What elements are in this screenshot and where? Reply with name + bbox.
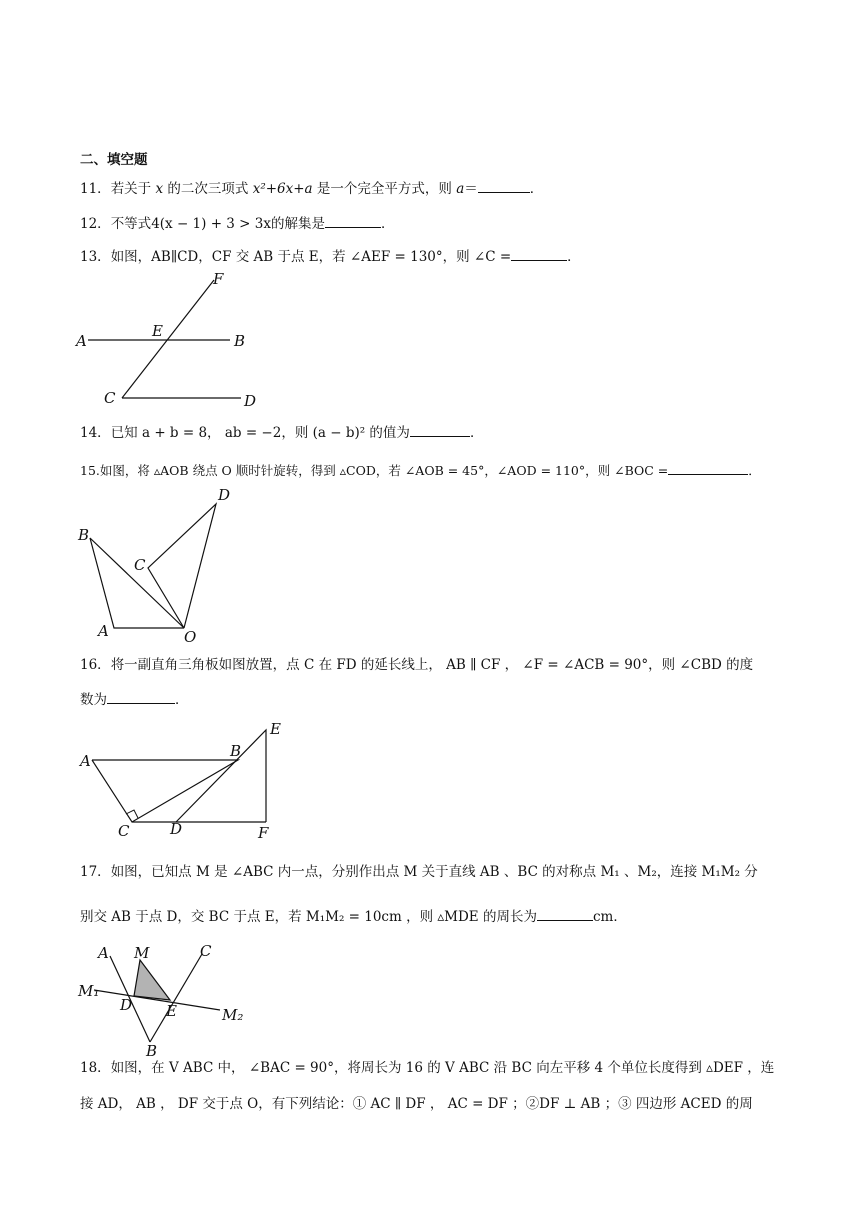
label-E: E [152, 322, 163, 340]
question-number: 17． [80, 864, 111, 880]
figure-q17 [76, 938, 256, 1058]
answer-blank[interactable] [410, 422, 470, 437]
question-18-line-2 [80, 1094, 753, 1114]
label-D: D [170, 820, 183, 838]
label-F: F [258, 824, 269, 842]
question-text: 如图，在 V ABC 中， ∠BAC = 90°，将周长为 16 的 V ABC 沿 BC 向左平移 4 个单位长度得到 ▵DEF ，连 [110, 1060, 775, 1076]
question-17-line-2 [80, 906, 627, 927]
question-18-line-1 [80, 1058, 774, 1078]
label-A: A [80, 752, 91, 770]
question-text: 如图，已知点 M 是 ∠ABC 内一点，分别作出点 M 关于直线 AB 、BC 的对称点 M₁ 、M₂，连接 M₁M₂ 分 [110, 864, 758, 880]
question-text: 别交 AB 于点 D，交 BC 于点 E，若 M₁M₂ = 10cm ，则 ▵MDE 的周长为 [80, 909, 537, 925]
question-11 [80, 178, 543, 199]
question-number: 18． [80, 1060, 111, 1076]
question-text: 接 AD， AB ， DF 交于点 O，有下列结论：① AC ∥ DF ， AC = DF ；②DF ⊥ AB ；③ 四边形 ACED 的周 [80, 1096, 753, 1112]
punctuation: ． [613, 909, 627, 925]
math-symbol: ＝ [464, 181, 478, 197]
math-expression: x²+6x+a [252, 181, 313, 197]
answer-blank[interactable] [668, 460, 748, 475]
label-F: F [213, 270, 224, 288]
answer-blank[interactable] [511, 246, 567, 261]
label-E: E [166, 1002, 177, 1020]
label-B: B [230, 742, 242, 760]
math-var: x [155, 181, 164, 197]
section-title: 二、填空题 [80, 152, 148, 168]
label-E: E [270, 720, 281, 738]
label-C: C [134, 556, 146, 574]
answer-blank[interactable] [537, 906, 593, 921]
label-B: B [78, 526, 90, 544]
punctuation: ． [748, 463, 761, 478]
answer-blank[interactable] [478, 178, 530, 193]
label-D: D [218, 486, 231, 504]
question-text: 已知 a + b = 8， ab = −2，则 (a − b)² 的值为 [110, 425, 410, 441]
label-A: A [98, 944, 109, 962]
question-12 [80, 213, 395, 234]
question-number: 12． [80, 216, 111, 232]
question-text: 不等式 [110, 216, 152, 232]
label-M1: M₁ [78, 982, 100, 1000]
punctuation: ． [567, 249, 581, 265]
question-text: 如图，将 ▵AOB 绕点 O 顺时针旋转，得到 ▵COD，若 ∠AOB = 45°，∠AOD = 110°，则 ∠BOC = [99, 463, 669, 478]
math-var: a [456, 181, 465, 197]
punctuation: ． [175, 692, 189, 708]
question-number: 16． [80, 657, 111, 673]
answer-blank[interactable] [107, 689, 175, 704]
label-M: M [134, 944, 150, 962]
question-13 [80, 246, 581, 267]
figure-q13 [76, 270, 276, 410]
shaded-triangle-MDE [134, 960, 170, 1000]
question-number: 13． [80, 249, 111, 265]
label-A: A [76, 332, 87, 350]
label-M2: M₂ [222, 1006, 244, 1024]
question-number: 11． [80, 181, 111, 197]
question-text: 数为 [80, 692, 107, 708]
question-16-line-2 [80, 689, 189, 710]
label-B: B [146, 1042, 158, 1060]
question-number: 14． [80, 425, 111, 441]
punctuation: ． [469, 425, 484, 441]
figure-q16 [76, 716, 296, 846]
punctuation: ． [529, 181, 544, 197]
label-C: C [104, 389, 116, 407]
question-16-line-1 [80, 655, 753, 675]
figure-q15 [74, 486, 244, 646]
unit-text: cm [592, 909, 614, 925]
question-number: 15. [80, 463, 100, 478]
label-C: C [200, 942, 212, 960]
answer-blank[interactable] [325, 213, 381, 228]
question-15 [80, 460, 761, 481]
question-text: 的解集是 [271, 216, 325, 232]
label-B: B [234, 332, 246, 350]
label-A: A [98, 622, 109, 640]
label-D: D [120, 996, 133, 1014]
question-text: 如图，AB∥CD，CF 交 AB 于点 E，若 ∠AEF = 130°，则 ∠C = [110, 249, 512, 265]
label-O: O [184, 628, 197, 646]
question-text: 将一副直角三角板如图放置，点 C 在 FD 的延长线上， AB ∥ CF ， ∠F = ∠ACB = 90°，则 ∠CBD 的度 [110, 657, 754, 673]
question-14 [80, 422, 483, 443]
question-text: 的二次三项式 [163, 181, 253, 197]
label-C: C [118, 822, 130, 840]
label-D: D [244, 392, 257, 410]
question-text: 若关于 [110, 181, 156, 197]
math-expression: 4(x − 1) + 3 > 3x [151, 216, 271, 232]
punctuation: ． [381, 216, 395, 232]
question-17-line-1 [80, 862, 758, 882]
question-text: 是一个完全平方式，则 [312, 181, 457, 197]
